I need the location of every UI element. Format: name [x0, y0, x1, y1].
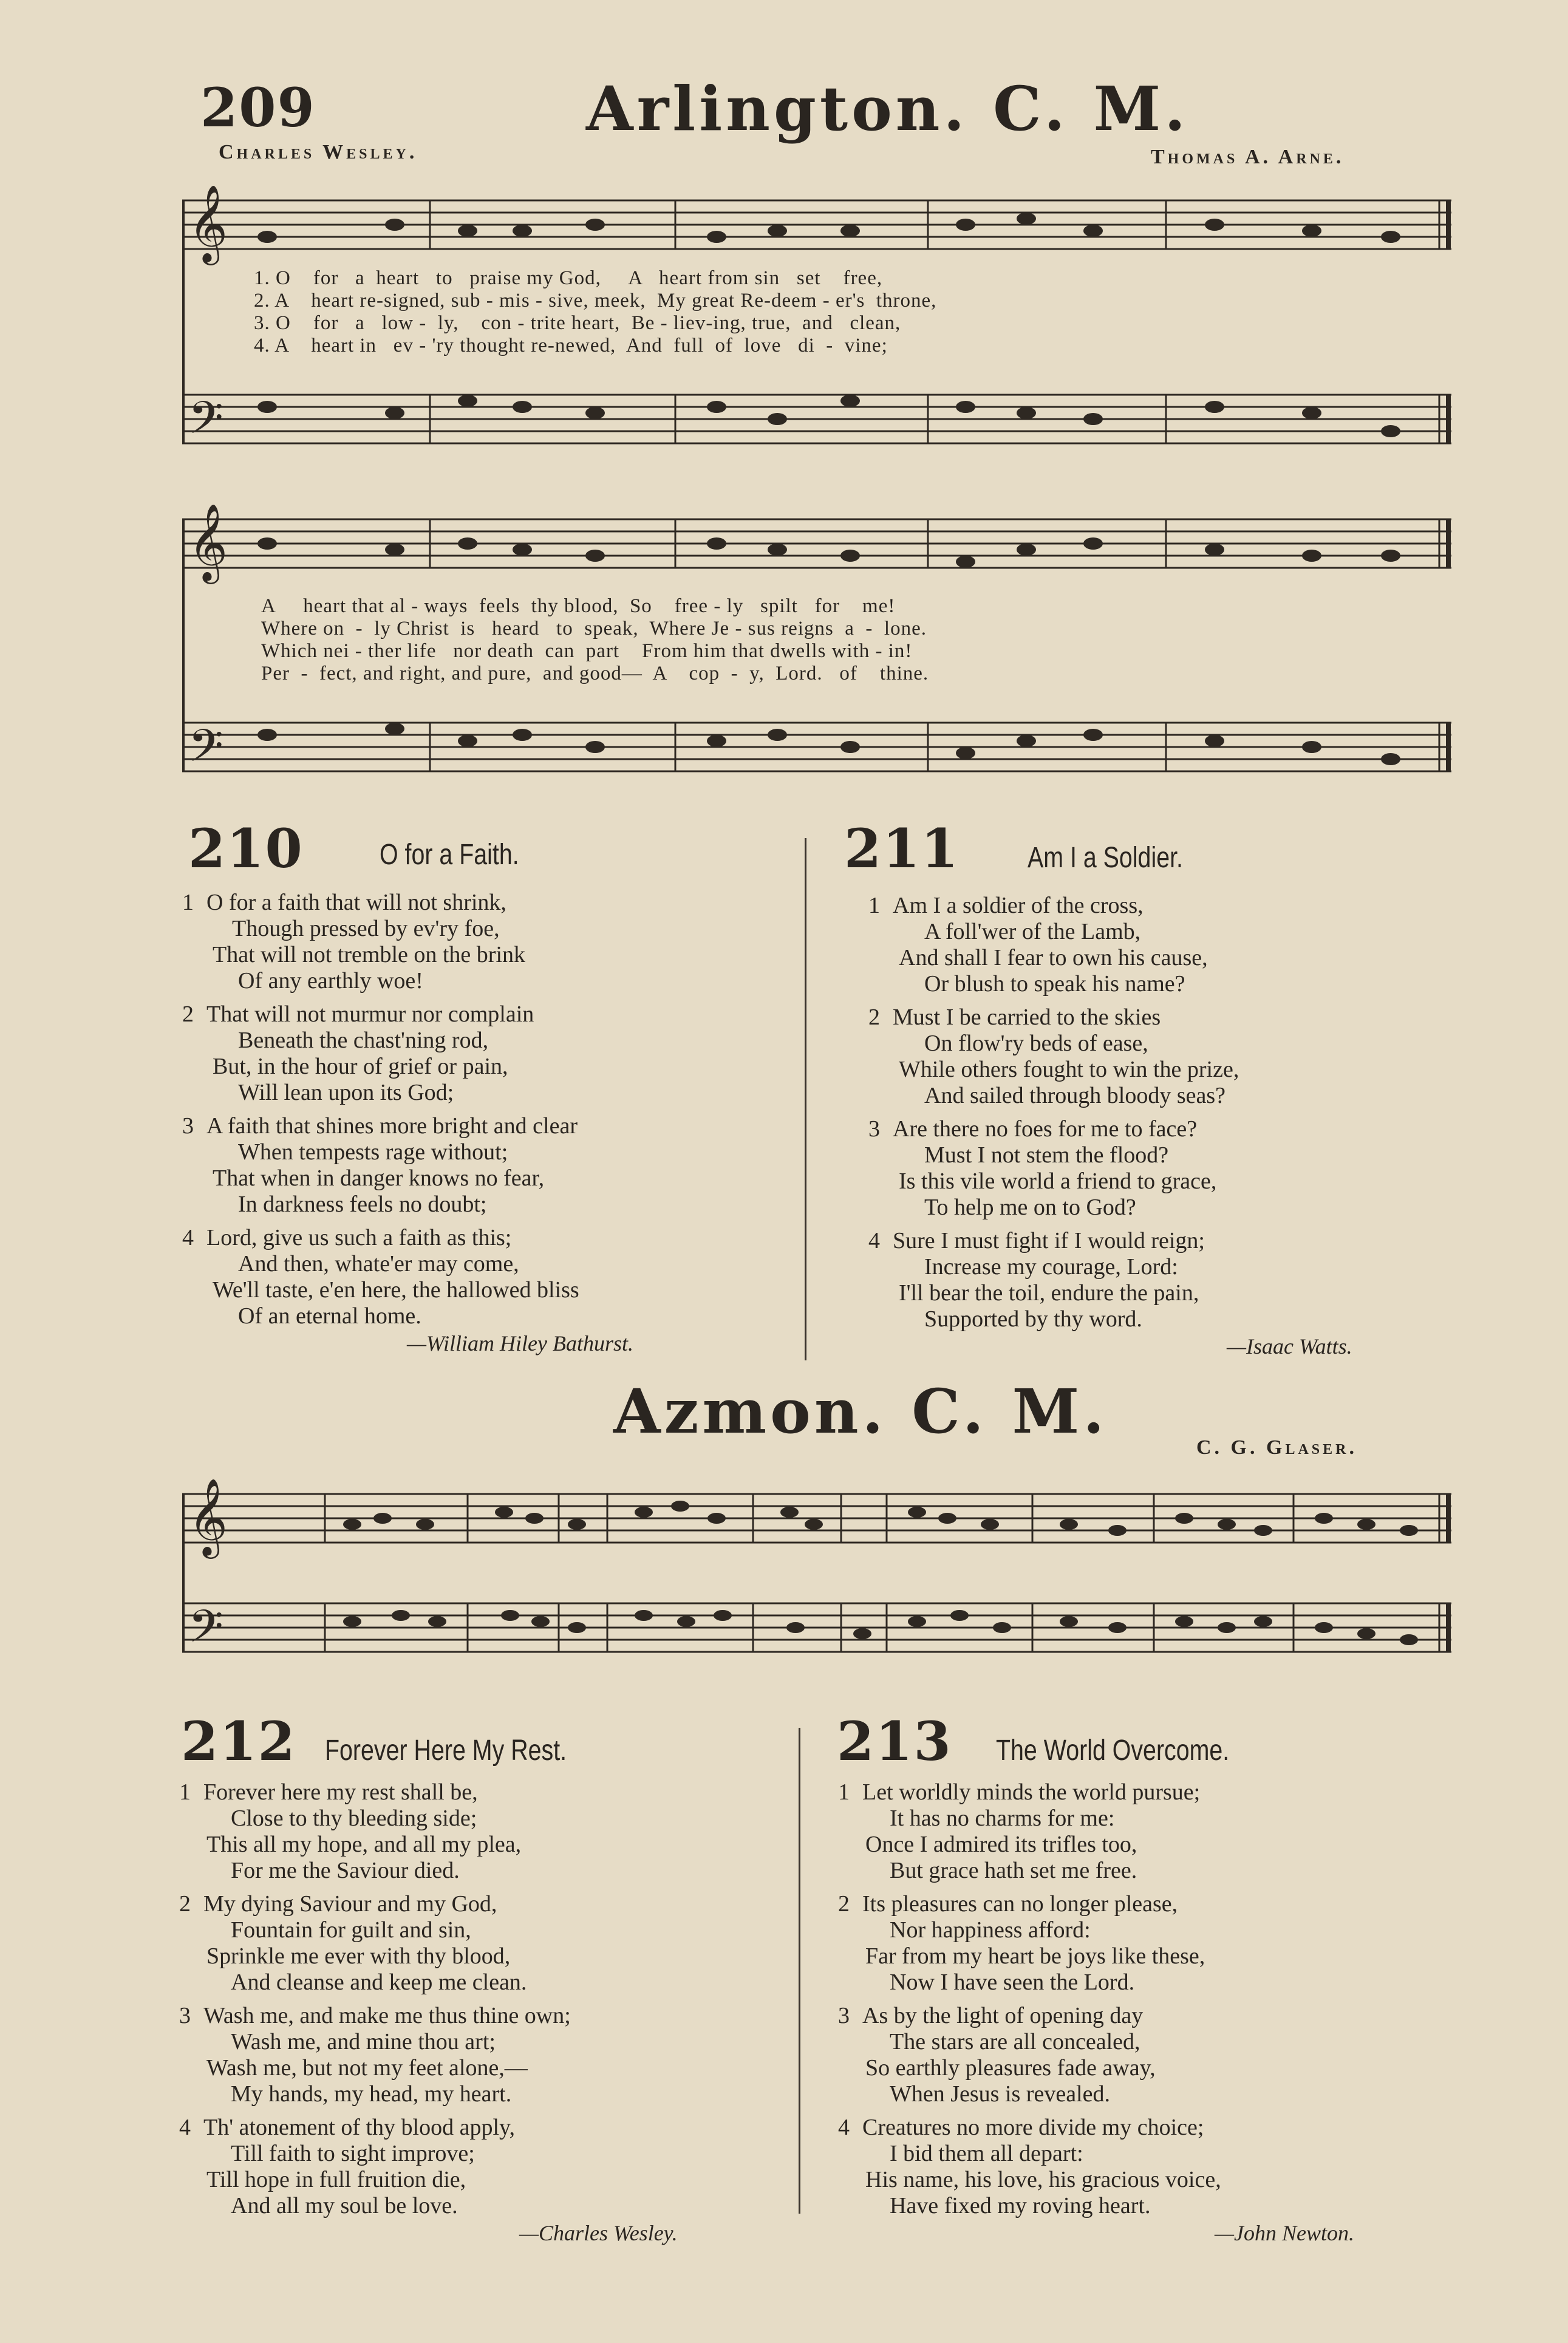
- verse-line: When Jesus is revealed.: [890, 2081, 1110, 2107]
- hymn-number-213: 213: [837, 1710, 952, 1773]
- verse-line: That when in danger knows no fear,: [213, 1165, 545, 1191]
- verse-line: Far from my heart be joys like these,: [865, 1943, 1205, 1969]
- verse-line: Must I not stem the flood?: [924, 1142, 1169, 1168]
- verse-line: Now I have seen the Lord.: [890, 1970, 1135, 1995]
- hymn-number-209: 209: [200, 76, 316, 139]
- verse-line: Wash me, but not my feet alone,—: [206, 2055, 528, 2081]
- hymn-211-verses: [868, 893, 1476, 1359]
- verse-4: [179, 2115, 786, 2219]
- verse-line: Sprinkle me ever with thy blood,: [206, 1943, 511, 1969]
- verse-line: In darkness feels no doubt;: [238, 1192, 487, 1217]
- verse-line: Till faith to sight improve;: [231, 2141, 475, 2166]
- verse-line: But, in the hour of grief or pain,: [213, 1054, 508, 1079]
- verse-line: Let worldly minds the world pursue;: [862, 1779, 1201, 1805]
- column-divider: [799, 1728, 800, 2214]
- verse-1: [838, 1779, 1445, 1884]
- verse-line: The stars are all concealed,: [890, 2029, 1140, 2055]
- hymn-title-211: Am I a Soldier.: [1028, 842, 1183, 874]
- lyric-line: 3. O for a low - ly, con - trite heart, Be - liev-ing, true, and clean,: [254, 312, 901, 334]
- svg-text:𝄢: 𝄢: [188, 720, 223, 783]
- verse-line: And all my soul be love.: [231, 2193, 458, 2219]
- verse-number: 2: [179, 1891, 191, 1917]
- verse-number: 2: [868, 1004, 880, 1030]
- verse-number: 2: [838, 1891, 850, 1917]
- verse-3: [868, 1116, 1476, 1221]
- verse-number: 3: [179, 2003, 191, 2028]
- verse-line: For me the Saviour died.: [231, 1858, 460, 1883]
- verse-line: That will not tremble on the brink: [213, 942, 526, 967]
- verse-line: Till hope in full fruition die,: [206, 2167, 466, 2192]
- verse-4: [182, 1225, 789, 1329]
- verse-number: 3: [838, 2003, 850, 2028]
- verse-line: My dying Saviour and my God,: [203, 1891, 497, 1917]
- verse-line: Of any earthly woe!: [238, 968, 423, 994]
- hymn-212-verses: [179, 1779, 786, 2246]
- verse-line: A foll'wer of the Lamb,: [924, 919, 1141, 944]
- arlington-lyrics-system-1: [254, 267, 936, 357]
- lyric-line: Where on - ly Christ is heard to speak, Where Je - sus reigns a - lone.: [261, 618, 927, 639]
- verse-line: We'll taste, e'en here, the hallowed bliss: [213, 1277, 579, 1303]
- verse-line: Supported by thy word.: [924, 1306, 1142, 1332]
- verse-line: And sailed through bloody seas?: [924, 1083, 1226, 1108]
- music-credit-azmon: C. G. Glaser.: [1196, 1436, 1357, 1459]
- words-credit: Charles Wesley.: [219, 141, 418, 163]
- verse-line: Once I admired its trifles too,: [865, 1832, 1137, 1857]
- hymn-title-213: The World Overcome.: [996, 1734, 1230, 1767]
- verse-line: Creatures no more divide my choice;: [862, 2115, 1204, 2140]
- hymn-title-212: Forever Here My Rest.: [325, 1734, 567, 1767]
- verse-line: Lord, give us such a faith as this;: [206, 1225, 512, 1250]
- verse-number: 2: [182, 1001, 194, 1027]
- verse-line: Or blush to speak his name?: [924, 971, 1185, 997]
- verse-line: Th' atonement of thy blood apply,: [203, 2115, 516, 2140]
- arlington-lyrics-system-2: [261, 595, 929, 685]
- verse-number: 1: [868, 893, 880, 918]
- verse-line: Will lean upon its God;: [238, 1080, 454, 1105]
- verse-2: [182, 1001, 789, 1106]
- verse-1: [868, 893, 1476, 997]
- verse-line: Wash me, and mine thou art;: [231, 2029, 496, 2055]
- verse-2: [838, 1891, 1445, 1996]
- hymn-213-verses: [838, 1779, 1445, 2246]
- verse-number: 4: [179, 2115, 191, 2140]
- author-credit: —William Hiley Bathurst.: [407, 1331, 633, 1356]
- verse-3: [838, 2003, 1445, 2107]
- verse-line: Beneath the chast'ning rod,: [238, 1028, 489, 1053]
- verse-number: 3: [182, 1113, 194, 1139]
- verse-line: And cleanse and keep me clean.: [231, 1970, 527, 1995]
- music-credit: Thomas A. Arne.: [1151, 146, 1345, 168]
- verse-line: As by the light of opening day: [862, 2003, 1144, 2028]
- verse-line: Its pleasures can no longer please,: [862, 1891, 1178, 1917]
- lyric-line: Which nei - ther life nor death can part From him that dwells with - in!: [261, 640, 913, 662]
- verse-number: 3: [868, 1116, 880, 1142]
- verse-2: [868, 1004, 1476, 1109]
- verse-number: 4: [838, 2115, 850, 2140]
- verse-3: [182, 1113, 789, 1218]
- tune-title-azmon: Azmon. C. M.: [613, 1376, 1108, 1447]
- hymn-title-210: O for a Faith.: [380, 839, 519, 871]
- azmon-score: [182, 1478, 1457, 1682]
- verse-line: While others fought to win the prize,: [899, 1057, 1239, 1082]
- svg-text:𝄢: 𝄢: [188, 1600, 223, 1664]
- verse-1: [179, 1779, 786, 1884]
- author-credit: —Isaac Watts.: [1227, 1334, 1352, 1359]
- verse-line: O for a faith that will not shrink,: [206, 890, 506, 915]
- verse-1: [182, 890, 789, 994]
- verse-line: Sure I must fight if I would reign;: [893, 1228, 1205, 1253]
- verse-line: Is this vile world a friend to grace,: [899, 1168, 1217, 1194]
- verse-4: [838, 2115, 1445, 2219]
- verse-line: A faith that shines more bright and clear: [206, 1113, 578, 1139]
- verse-line: It has no charms for me:: [890, 1806, 1115, 1831]
- verse-line: Close to thy bleeding side;: [231, 1806, 477, 1831]
- column-divider: [805, 838, 806, 1360]
- verse-line: That will not murmur nor complain: [206, 1001, 534, 1027]
- verse-line: I'll bear the toil, endure the pain,: [899, 1280, 1199, 1306]
- svg-text:𝄢: 𝄢: [188, 392, 223, 455]
- verse-line: This all my hope, and all my plea,: [206, 1832, 522, 1857]
- verse-2: [179, 1891, 786, 1996]
- verse-line: When tempests rage without;: [238, 1139, 508, 1165]
- verse-line: But grace hath set me free.: [890, 1858, 1137, 1883]
- lyric-line: Per - fect, and right, and pure, and good— A cop - y, Lord. of thine.: [261, 663, 929, 684]
- verse-line: Fountain for guilt and sin,: [231, 1917, 471, 1943]
- svg-text:𝄞: 𝄞: [188, 503, 228, 581]
- verse-line: Forever here my rest shall be,: [203, 1779, 478, 1805]
- lyric-line: 4. A heart in ev - 'ry thought re-newed, And full of love di - vine;: [254, 335, 888, 356]
- hymn-210-verses: [182, 890, 789, 1356]
- verse-4: [868, 1228, 1476, 1332]
- verse-line: And shall I fear to own his cause,: [899, 945, 1208, 970]
- verse-line: Increase my courage, Lord:: [924, 1254, 1178, 1280]
- verse-number: 1: [182, 890, 194, 915]
- svg-text:𝄞: 𝄞: [188, 1478, 228, 1555]
- verse-line: To help me on to God?: [924, 1195, 1136, 1220]
- hymn-number-211: 211: [844, 817, 960, 880]
- verse-line: Have fixed my roving heart.: [890, 2193, 1151, 2219]
- verse-line: So earthly pleasures fade away,: [865, 2055, 1156, 2081]
- verse-line: On flow'ry beds of ease,: [924, 1031, 1148, 1056]
- verse-line: My hands, my head, my heart.: [231, 2081, 512, 2107]
- verse-line: Nor happiness afford:: [890, 1917, 1091, 1943]
- verse-line: I bid them all depart:: [890, 2141, 1083, 2166]
- author-credit: —Charles Wesley.: [519, 2221, 678, 2245]
- author-credit: —John Newton.: [1215, 2221, 1354, 2245]
- verse-line: Are there no foes for me to face?: [893, 1116, 1198, 1142]
- verse-line: His name, his love, his gracious voice,: [865, 2167, 1221, 2192]
- verse-number: 4: [868, 1228, 880, 1253]
- hymn-number-210: 210: [188, 817, 304, 880]
- verse-line: Of an eternal home.: [238, 1303, 421, 1329]
- verse-line: Am I a soldier of the cross,: [893, 893, 1144, 918]
- svg-text:𝄞: 𝄞: [188, 184, 228, 262]
- verse-number: 1: [838, 1779, 850, 1805]
- verse-3: [179, 2003, 786, 2107]
- lyric-line: 1. O for a heart to praise my God, A heart from sin set free,: [254, 267, 883, 289]
- verse-line: Wash me, and make me thus thine own;: [203, 2003, 571, 2028]
- verse-line: Though pressed by ev'ry foe,: [232, 916, 500, 941]
- tune-title-arlington: Arlington. C. M.: [586, 73, 1190, 145]
- lyric-line: A heart that al - ways feels thy blood, So free - ly spilt for me!: [261, 595, 896, 617]
- verse-number: 4: [182, 1225, 194, 1250]
- verse-number: 1: [179, 1779, 191, 1805]
- hymn-number-212: 212: [181, 1710, 296, 1773]
- verse-line: And then, whate'er may come,: [238, 1251, 519, 1277]
- verse-line: Must I be carried to the skies: [893, 1004, 1161, 1030]
- lyric-line: 2. A heart re-signed, sub - mis - sive, meek, My great Re-deem - er's throne,: [254, 290, 937, 312]
